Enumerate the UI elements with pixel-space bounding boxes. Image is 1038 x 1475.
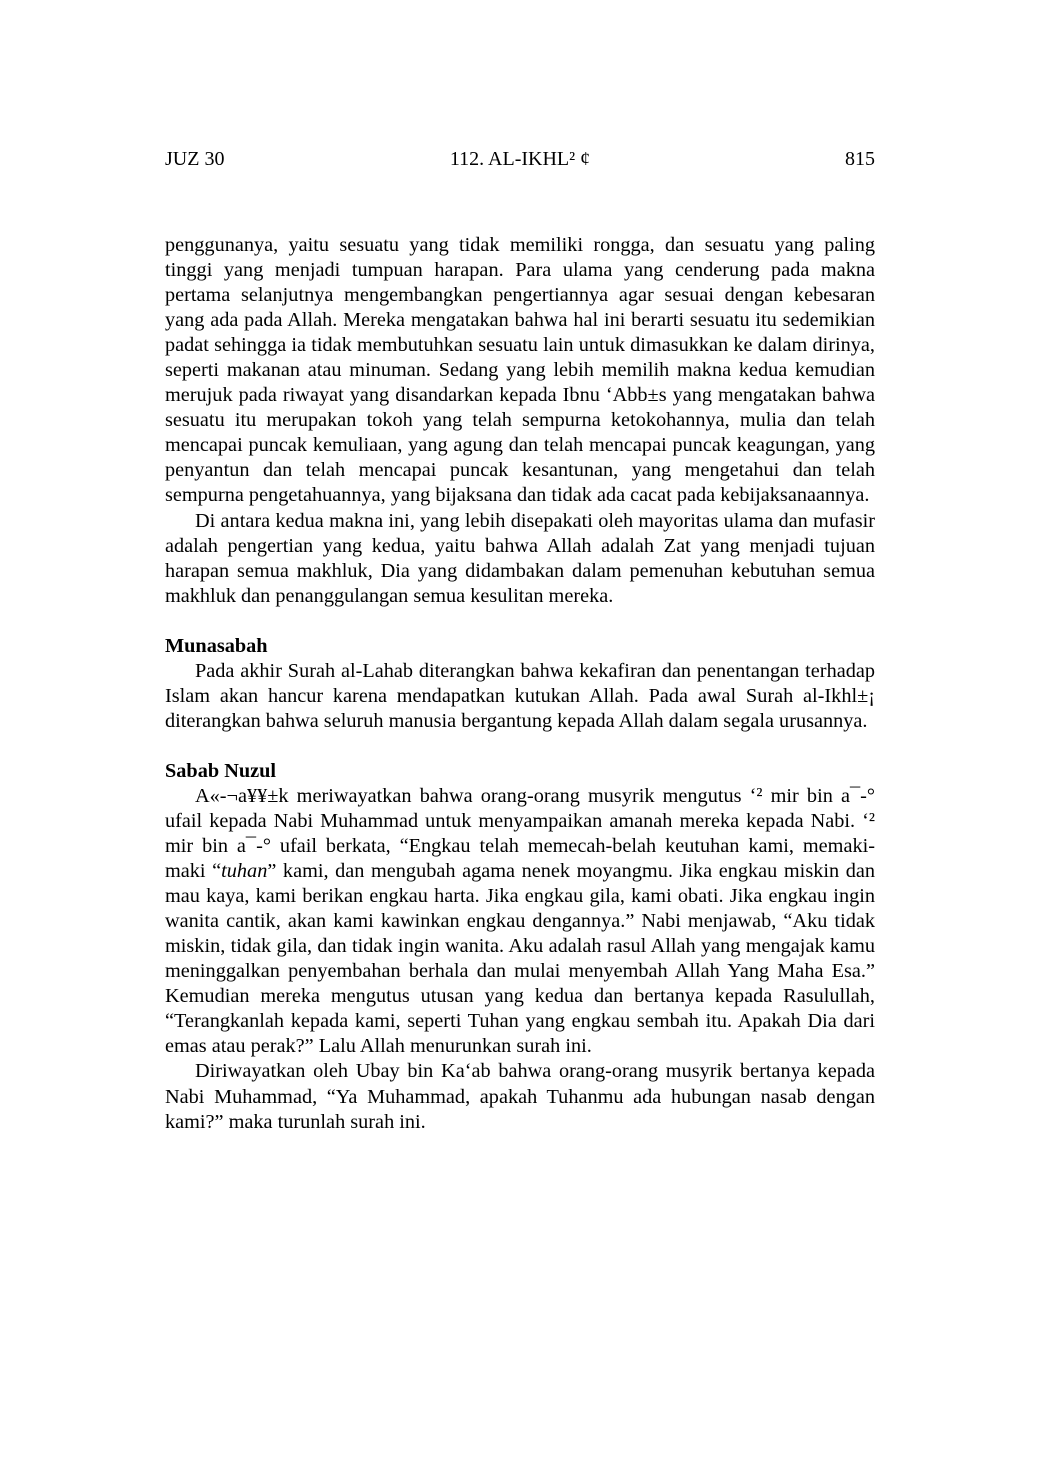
running-header [165, 146, 875, 172]
page-body [165, 233, 875, 1135]
paragraph: Di antara kedua makna ini, yang lebih disepakati oleh mayoritas ulama dan mufasir adalah pengertian yang kedua, yaitu bahwa Allah adalah Zat yang menjadi tujuan harapan semua makhluk, Dia yang didambakan dalam pemenuhan kebutuhan semua makhluk dan penanggulangan semua kesulitan mereka. [165, 509, 875, 607]
munasabah-heading: Munasabah [165, 634, 268, 657]
paragraph-text: A«-¬a¥¥±k meriwayatkan bahwa orang-orang musyrik mengutus ‘² mir bin a¯-° ufail kepada Nabi Muhammad untuk menyampaikan amanah mereka kepada Nabi. ‘² mir bin a¯-° ufail berkata, “Engkau telah memecah-belah keutuhan kami, memaki-maki “ [165, 784, 875, 883]
sabab-nuzul-heading: Sabab Nuzul [165, 759, 277, 782]
juz-label: JUZ 30 [165, 148, 225, 170]
italic-term: tuhan [221, 860, 268, 883]
munasabah-paragraph: Pada akhir Surah al-Lahab diterangkan bahwa kekafiran dan penentangan terhadap Islam akan hancur karena mendapatkan kutukan Allah. Pada awal Surah al-Ikhl±¡ diterangkan bahwa seluruh manusia bergantung kepada Allah dalam segala urusannya. [165, 659, 875, 732]
sabab-nuzul-paragraph: Diriwayatkan oleh Ubay bin Ka‘ab bahwa orang-orang musyrik bertanya kepada Nabi Muhammad, “Ya Muhammad, apakah Tuhanmu ada hubungan nasab dengan kami?” maka turunlah surah ini. [165, 1060, 875, 1133]
paragraph-continued: penggunanya, yaitu sesuatu yang tidak memiliki rongga, dan sesuatu yang paling tinggi yang menjadi tumpuan harapan. Para ulama yang cenderung pada makna pertama selanjutnya mengembangkan pengertiannya agar sesuai dengan kebesaran yang ada pada Allah. Mereka mengatakan bahwa hal ini berarti sesuatu itu sedemikian padat sehingga ia tidak membutuhkan sesuatu lain untuk dimasukkan ke dalam dirinya, seperti makanan atau minuman. Sedang yang lebih memilih makna kedua kemudian merujuk pada riwayat yang disandarkan kepada Ibnu ‘Abb±s yang mengatakan bahwa sesuatu itu merupakan tokoh yang telah sempurna ketokohannya, mulia dan telah mencapai puncak kemuliaan, yang agung dan telah mencapai puncak keagungan, yang penyantun dan telah mencapai puncak kesantunan, yang mengetahui dan telah sempurna pengetahuannya, yang bijaksana dan tidak ada cacat pada kebijaksanaannya. [165, 234, 875, 507]
surah-title: 112. AL-IKHL² ¢ [449, 148, 591, 170]
page-number: 815 [845, 148, 875, 170]
sabab-nuzul-paragraph [165, 784, 875, 1060]
paragraph-text: ” kami, dan mengubah agama nenek moyangmu. Jika engkau miskin dan mau kaya, kami berikan engkau harta. Jika engkau gila, kami obati. Jika engkau ingin wanita cantik, akan kami kawinkan engkau dengannya.” Nabi menjawab, “Aku tidak miskin, tidak gila, dan tidak ingin wanita. Aku adalah rasul Allah yang mengajak kamu meninggalkan penyembahan berhala dan mulai menyembah Allah Yang Maha Esa.” Kemudian mereka mengutus utusan yang kedua dan bertanya kepada Rasulullah, “Terangkanlah kepada kami, seperti Tuhan yang engkau sembah itu. Apakah Dia dari emas atau perak?” Lalu Allah menurunkan surah ini. [165, 860, 875, 1058]
